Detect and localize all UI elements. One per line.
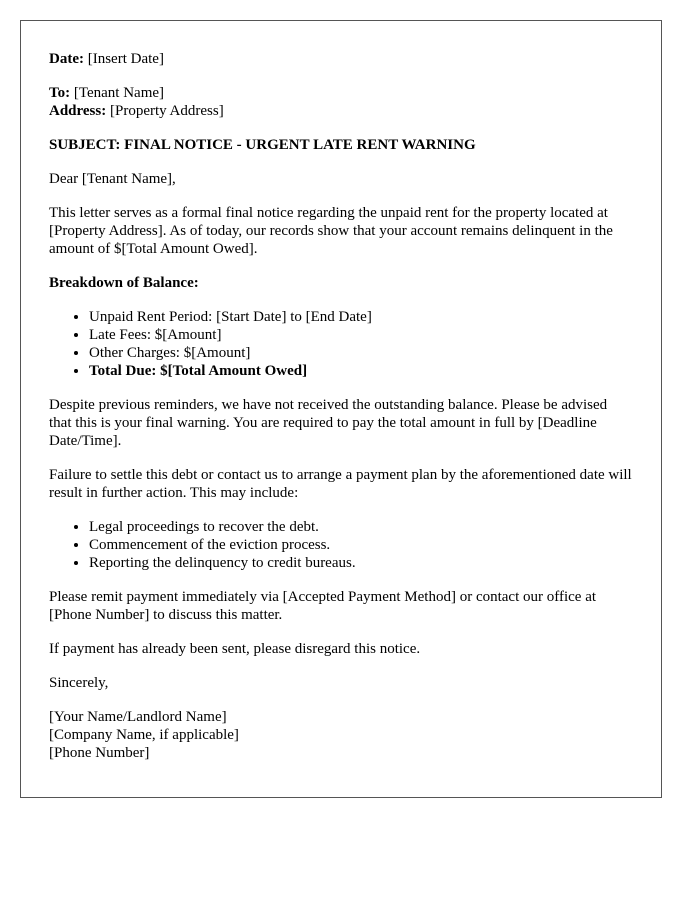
disregard-paragraph: If payment has already been sent, please disregard this notice. (49, 641, 421, 657)
total-due-text: Total Due: $[Total Amount Owed] (89, 363, 308, 379)
consequences-list (49, 518, 633, 572)
address-value: [Property Address] (109, 103, 224, 119)
payment-paragraph: Please remit payment immediately via [Accepted Payment Method] or contact our office at [Phone Number] to discuss this matter. (49, 589, 597, 623)
signature-company: [Company Name, if applicable] (49, 727, 239, 743)
balance-item-other-charges: • Other Charges: $[Amount] (89, 344, 633, 362)
date-value: [Insert Date] (87, 51, 164, 67)
address-label: Address: (49, 103, 107, 119)
consequences-intro: Failure to settle this debt or contact us to arrange a payment plan by the aforementioned date will result in further action. This may include: (49, 467, 632, 501)
to-line (49, 84, 633, 102)
to-value: [Tenant Name] (73, 85, 165, 101)
signature-phone: [Phone Number] (49, 745, 150, 761)
signature-name: [Your Name/Landlord Name] (49, 709, 227, 725)
consequence-item-legal: • Legal proceedings to recover the debt. (89, 518, 633, 536)
address-line (49, 102, 633, 120)
salutation: Dear [Tenant Name], (49, 171, 176, 187)
balance-heading-text: Breakdown of Balance: (49, 275, 199, 291)
warning-paragraph: Despite previous reminders, we have not received the outstanding balance. Please be advised that this is your final warning. You are required to pay the total amount in full by [Deadline Date/Time]. (49, 397, 608, 449)
consequence-item-eviction: • Commencement of the eviction process. (89, 536, 633, 554)
to-label: To: (49, 85, 71, 101)
balance-item-rent-period: • Unpaid Rent Period: [Start Date] to [End Date] (89, 308, 633, 326)
consequence-item-credit: • Reporting the delinquency to credit bureaus. (89, 554, 633, 572)
closing: Sincerely, (49, 675, 109, 691)
balance-list (49, 308, 633, 380)
date-label: Date: (49, 51, 84, 67)
signature-block (49, 708, 633, 762)
date-line (49, 50, 633, 68)
subject-text: SUBJECT: FINAL NOTICE - URGENT LATE RENT WARNING (49, 137, 476, 153)
letter-document (20, 20, 662, 798)
balance-heading (49, 274, 633, 292)
subject-line (49, 136, 633, 154)
balance-item-total-due (89, 362, 633, 380)
intro-paragraph: This letter serves as a formal final notice regarding the unpaid rent for the property located at [Property Address]. As of today, our records show that your account remains delinquent in the amount of $[Total Amount Owed]. (49, 205, 613, 257)
balance-item-late-fees: • Late Fees: $[Amount] (89, 326, 633, 344)
recipient-block (49, 84, 633, 120)
